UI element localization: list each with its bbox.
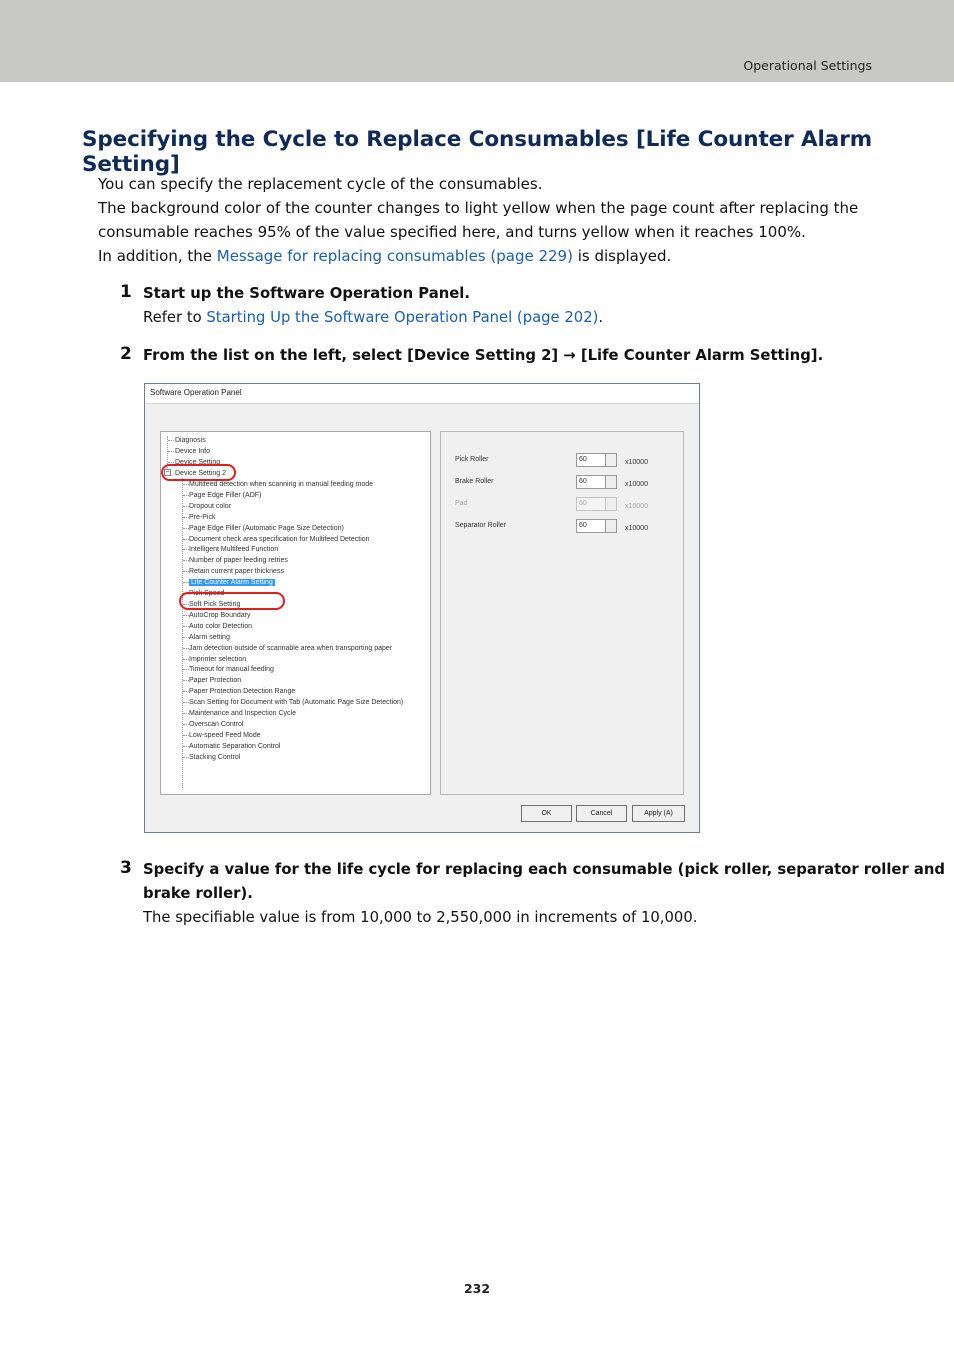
step-body <box>143 858 946 930</box>
apply-button[interactable]: Apply (A) <box>632 805 685 822</box>
page-number: 232 <box>463 1281 491 1296</box>
spinner-value: 60 <box>579 456 587 463</box>
spinner-unit: x10000 <box>625 481 648 488</box>
tree-item-child[interactable]: Document check area specification for Multifeed Detection <box>189 535 370 543</box>
spinner-unit: x10000 <box>625 459 648 466</box>
tree-item-child[interactable]: Retain current paper thickness <box>189 568 284 576</box>
intro-line-4-suffix: is displayed. <box>572 247 672 265</box>
intro-line-4-prefix: In addition, the <box>98 247 217 265</box>
spinner-arrows-icon[interactable] <box>605 475 617 489</box>
highlight-life-counter-alarm <box>179 592 285 610</box>
step-text <box>143 306 883 330</box>
tree-item-child[interactable]: Stacking Control <box>189 753 241 761</box>
step-text: The specifiable value is from 10,000 to 2,550,000 in increments of 10,000. <box>143 909 698 926</box>
tree-item-child[interactable]: AutoCrop Boundary <box>189 611 251 619</box>
tree-connector <box>182 478 183 788</box>
spinner-value: 60 <box>579 522 587 529</box>
tree-item-device-setting[interactable]: Device Setting <box>175 459 221 466</box>
step-title: From the list on the left, select [Device Setting 2] → [Life Counter Alarm Setting]. <box>143 347 824 364</box>
pick-roller-label: Pick Roller <box>455 456 489 463</box>
separator-roller-spinner[interactable] <box>576 519 606 533</box>
brake-roller-spinner[interactable] <box>576 475 606 489</box>
tree-item-child[interactable]: Dropout color <box>189 502 232 510</box>
tree-item-child[interactable]: Pre-Pick <box>189 513 216 521</box>
tree-item-child[interactable]: Imprinter selection <box>189 655 247 663</box>
tree-connector <box>168 440 174 441</box>
dialog-titlebar <box>145 384 699 404</box>
tree-item-child[interactable]: Number of paper feeding retries <box>189 557 288 565</box>
tree-item-child[interactable]: Intelligent Multifeed Function <box>189 546 279 554</box>
spinner-arrows-icon[interactable] <box>605 519 617 533</box>
collapse-icon[interactable]: − <box>165 469 170 476</box>
intro-line-4 <box>98 244 888 268</box>
step-text-prefix: Refer to <box>143 309 207 326</box>
tree-item-selected[interactable]: Life Counter Alarm Setting <box>191 579 273 587</box>
tree-item-diagnosis[interactable]: Diagnosis <box>175 437 206 444</box>
tree-item-child[interactable]: Auto color Detection <box>189 622 253 630</box>
page-title: Specifying the Cycle to Replace Consumables [Life Counter Alarm Setting] <box>82 127 873 177</box>
step-number: 3 <box>120 858 132 878</box>
tree-item-child[interactable]: Maintenance and Inspection Cycle <box>189 710 297 717</box>
tree-item-child[interactable]: Timeout for manual feeding <box>189 666 274 674</box>
tree-item-child[interactable]: Paper Protection Detection Range <box>189 688 296 696</box>
ok-button[interactable]: OK <box>521 805 572 822</box>
spinner-value: 60 <box>579 478 587 485</box>
step-body <box>143 344 883 368</box>
tree-item-child[interactable]: Automatic Separation Control <box>189 742 281 750</box>
highlight-device-setting-2 <box>161 464 236 481</box>
tree-connector <box>168 451 174 452</box>
spinner-value: 60 <box>579 500 587 507</box>
tree-item-child[interactable]: Paper Protection <box>189 677 242 685</box>
pick-roller-spinner[interactable] <box>576 453 606 467</box>
intro-text <box>98 172 888 268</box>
separator-roller-label: Separator Roller <box>455 522 506 529</box>
tree-item-child[interactable]: Alarm setting <box>189 633 230 641</box>
tree-item-child[interactable]: Overscan Control <box>189 720 244 728</box>
tree-item-child[interactable]: Soft Pick Setting <box>189 601 241 608</box>
software-operation-panel-dialog <box>144 383 700 833</box>
step-title: Start up the Software Operation Panel. <box>143 285 470 302</box>
tree-item-child[interactable]: Pick Speed <box>189 590 225 598</box>
brake-roller-label: Brake Roller <box>455 478 494 485</box>
tree-connector <box>168 462 174 463</box>
step-body <box>143 282 883 330</box>
step-title-line-1: Specify a value for the life cycle for replacing each consumable (pick roller, separator roller and <box>143 861 946 878</box>
spinner-unit: x10000 <box>625 525 648 532</box>
pad-label: Pad <box>455 500 468 507</box>
section-label: Operational Settings <box>743 58 872 73</box>
spinner-arrows-icon[interactable] <box>605 453 617 467</box>
life-counter-settings-panel <box>440 431 684 795</box>
step-number: 2 <box>120 344 132 364</box>
tree-item-device-info[interactable]: Device Info <box>175 448 211 455</box>
tree-item-child[interactable]: Page Edge Filler (ADF) <box>189 491 262 499</box>
settings-tree[interactable] <box>160 431 431 795</box>
intro-line-1: You can specify the replacement cycle of the consumables. <box>98 175 543 193</box>
consumables-message-link[interactable]: Message for replacing consumables (page 229) <box>216 247 573 265</box>
step-text-suffix: . <box>598 309 604 326</box>
tree-item-child[interactable]: Low-speed Feed Mode <box>189 731 261 739</box>
dialog-title: Software Operation Panel <box>150 388 242 397</box>
tree-item-child[interactable]: Jam detection outside of scannable area when transporting paper <box>189 644 393 652</box>
tree-item-child[interactable]: Page Edge Filler (Automatic Page Size Detection) <box>189 524 344 532</box>
tree-item-child[interactable]: Scan Setting for Document with Tab (Automatic Page Size Detection) <box>189 699 404 707</box>
pad-spinner <box>576 497 606 511</box>
spinner-arrows-icon <box>605 497 617 511</box>
startup-panel-link[interactable]: Starting Up the Software Operation Panel (page 202) <box>206 309 599 326</box>
tree-item-device-setting-2[interactable]: Device Setting 2 <box>175 470 226 477</box>
intro-line-3: consumable reaches 95% of the value specified here, and turns yellow when it reaches 100%. <box>98 223 806 241</box>
tree-item-child[interactable] <box>189 578 275 587</box>
step-title-line-2: brake roller). <box>143 885 253 902</box>
spinner-unit: x10000 <box>625 503 648 510</box>
cancel-button[interactable]: Cancel <box>576 805 627 822</box>
tree-item-child[interactable]: Multifeed detection when scanning in manual feeding mode <box>189 481 374 488</box>
step-number: 1 <box>120 282 132 302</box>
intro-line-2: The background color of the counter changes to light yellow when the page count after replacing the <box>98 199 859 217</box>
